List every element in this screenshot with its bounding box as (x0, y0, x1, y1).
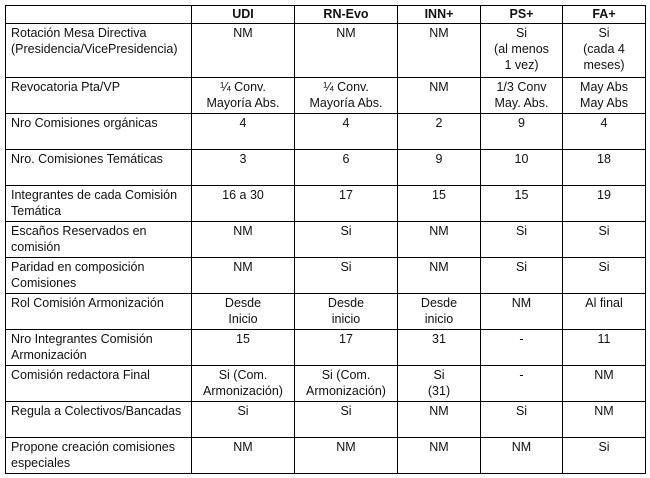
table-cell: NM (192, 438, 295, 474)
table-body (6, 24, 646, 474)
row-label: Regula a Colectivos/Bancadas (6, 402, 192, 438)
header-row (6, 6, 646, 24)
table-cell: Si (Com. Armonización) (192, 366, 295, 402)
header-cell-inn: INN+ (398, 6, 481, 24)
comparison-table (5, 5, 646, 474)
table-cell: NM (398, 222, 481, 258)
table-cell: 15 (481, 186, 563, 222)
table-cell: 9 (481, 114, 563, 150)
table-cell: NM (398, 438, 481, 474)
table-cell: NM (398, 24, 481, 78)
table-cell: Si (481, 258, 563, 294)
table-cell: Si (Com. Armonización) (295, 366, 398, 402)
table-cell: 17 (295, 330, 398, 366)
table-cell: Si (563, 438, 646, 474)
table-row (6, 366, 646, 402)
table-cell: Si (al menos 1 vez) (481, 24, 563, 78)
table-cell: 17 (295, 186, 398, 222)
table-cell: 19 (563, 186, 646, 222)
table-cell: 6 (295, 150, 398, 186)
table-cell: Si (563, 258, 646, 294)
row-label: Rol Comisión Armonización (6, 294, 192, 330)
table-cell: Si (481, 402, 563, 438)
row-label: Integrantes de cada Comisión Temática (6, 186, 192, 222)
table-cell: NM (481, 438, 563, 474)
row-label: Paridad en composición Comisiones (6, 258, 192, 294)
table-cell: 15 (192, 330, 295, 366)
table-row (6, 222, 646, 258)
row-label: Comisión redactora Final (6, 366, 192, 402)
row-label: Propone creación comisiones especiales (6, 438, 192, 474)
table-cell: Desde inicio (398, 294, 481, 330)
header-cell-fa: FA+ (563, 6, 646, 24)
table-cell: ¼ Conv. Mayoría Abs. (295, 78, 398, 114)
row-label: Rotación Mesa Directiva (Presidencia/VicePresidencia) (6, 24, 192, 78)
table-row (6, 186, 646, 222)
table-cell: NM (563, 366, 646, 402)
header-cell-udi: UDI (192, 6, 295, 24)
header-cell-ps: PS+ (481, 6, 563, 24)
table-cell: Si (481, 222, 563, 258)
header-cell (6, 6, 192, 24)
table-cell: 2 (398, 114, 481, 150)
table-cell: 1/3 Conv May. Abs. (481, 78, 563, 114)
table-cell: 4 (563, 114, 646, 150)
table-cell: 15 (398, 186, 481, 222)
table-cell: 10 (481, 150, 563, 186)
table-cell: NM (398, 258, 481, 294)
table-row (6, 78, 646, 114)
table-row (6, 402, 646, 438)
table-row (6, 294, 646, 330)
table-cell: NM (481, 294, 563, 330)
table-cell: Si (295, 402, 398, 438)
table-cell: NM (398, 402, 481, 438)
table-cell: NM (295, 24, 398, 78)
header-cell-rn-evo: RN-Evo (295, 6, 398, 24)
table-cell: Desde Inicio (192, 294, 295, 330)
row-label: Nro Integrantes Comisión Armonización (6, 330, 192, 366)
table-cell: 16 a 30 (192, 186, 295, 222)
table-cell: - (481, 366, 563, 402)
table-row (6, 330, 646, 366)
table-cell: NM (295, 438, 398, 474)
table-cell: 31 (398, 330, 481, 366)
table-cell: Si (295, 258, 398, 294)
table-cell: NM (192, 222, 295, 258)
table-cell: 9 (398, 150, 481, 186)
table-cell: Si (563, 222, 646, 258)
table-cell: NM (563, 402, 646, 438)
table-cell: Al final (563, 294, 646, 330)
table-row (6, 438, 646, 474)
table-cell: Desde inicio (295, 294, 398, 330)
table-cell: Si (295, 222, 398, 258)
table-cell: May Abs May Abs (563, 78, 646, 114)
table-cell: 4 (295, 114, 398, 150)
table-row (6, 24, 646, 78)
table-row (6, 114, 646, 150)
table-cell: NM (192, 258, 295, 294)
table-cell: - (481, 330, 563, 366)
row-label: Escaños Reservados en comisión (6, 222, 192, 258)
table-cell: Si (31) (398, 366, 481, 402)
table-cell: Si (cada 4 meses) (563, 24, 646, 78)
table-cell: 4 (192, 114, 295, 150)
table-cell: 18 (563, 150, 646, 186)
row-label: Nro Comisiones orgánicas (6, 114, 192, 150)
row-label: Nro. Comisiones Temáticas (6, 150, 192, 186)
table-row (6, 258, 646, 294)
table-cell: 3 (192, 150, 295, 186)
row-label: Revocatoria Pta/VP (6, 78, 192, 114)
table-cell: NM (398, 78, 481, 114)
table-row (6, 150, 646, 186)
table-cell: NM (192, 24, 295, 78)
table-cell: 11 (563, 330, 646, 366)
table-cell: ¼ Conv. Mayoría Abs. (192, 78, 295, 114)
table-cell: Si (192, 402, 295, 438)
